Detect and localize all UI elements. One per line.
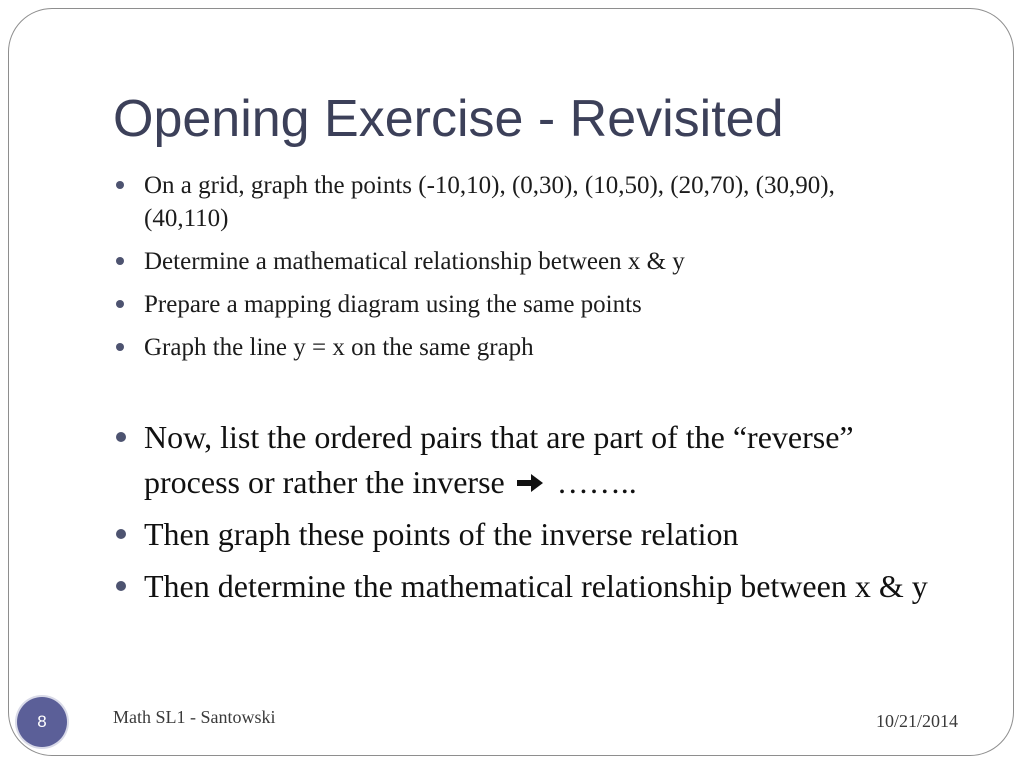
list-item-text: Graph the line y = x on the same graph <box>144 334 534 361</box>
slide-number-badge: 8 <box>17 697 67 747</box>
footer-date: 10/21/2014 <box>875 711 958 731</box>
bullet-marker <box>116 432 126 442</box>
list-item <box>144 331 879 364</box>
ellipsis-text: …….. <box>556 464 637 500</box>
footer-course-label: Math SL1 - Santowski <box>113 707 276 727</box>
inverse-task-list <box>144 415 944 616</box>
bullet-marker <box>116 529 126 539</box>
list-item <box>144 512 944 557</box>
list-item <box>144 245 879 278</box>
list-item-text: Then determine the mathematical relationship between x & y <box>144 568 928 604</box>
bullet-marker <box>116 257 124 265</box>
list-item <box>144 169 879 235</box>
list-item-text: Determine a mathematical relationship between x & y <box>144 248 685 275</box>
arrow-right-icon <box>515 472 545 494</box>
bullet-marker <box>116 581 126 591</box>
list-item-text: Then graph these points of the inverse relation <box>144 516 739 552</box>
slide-title: Opening Exercise - Revisited <box>113 90 784 148</box>
list-item-text: Now, list the ordered pairs that are part of the “reverse” process or rather the inverse <box>144 419 854 500</box>
list-item-text: Prepare a mapping diagram using the same points <box>144 291 642 318</box>
bullet-marker <box>116 181 124 189</box>
bullet-marker <box>116 300 124 308</box>
list-item-text: On a grid, graph the points (-10,10), (0,30), (10,50), (20,70), (30,90), (40,110) <box>144 172 835 232</box>
list-item <box>144 415 944 505</box>
instruction-list <box>144 169 879 374</box>
list-item <box>144 564 944 609</box>
list-item <box>144 288 879 321</box>
bullet-marker <box>116 343 124 351</box>
